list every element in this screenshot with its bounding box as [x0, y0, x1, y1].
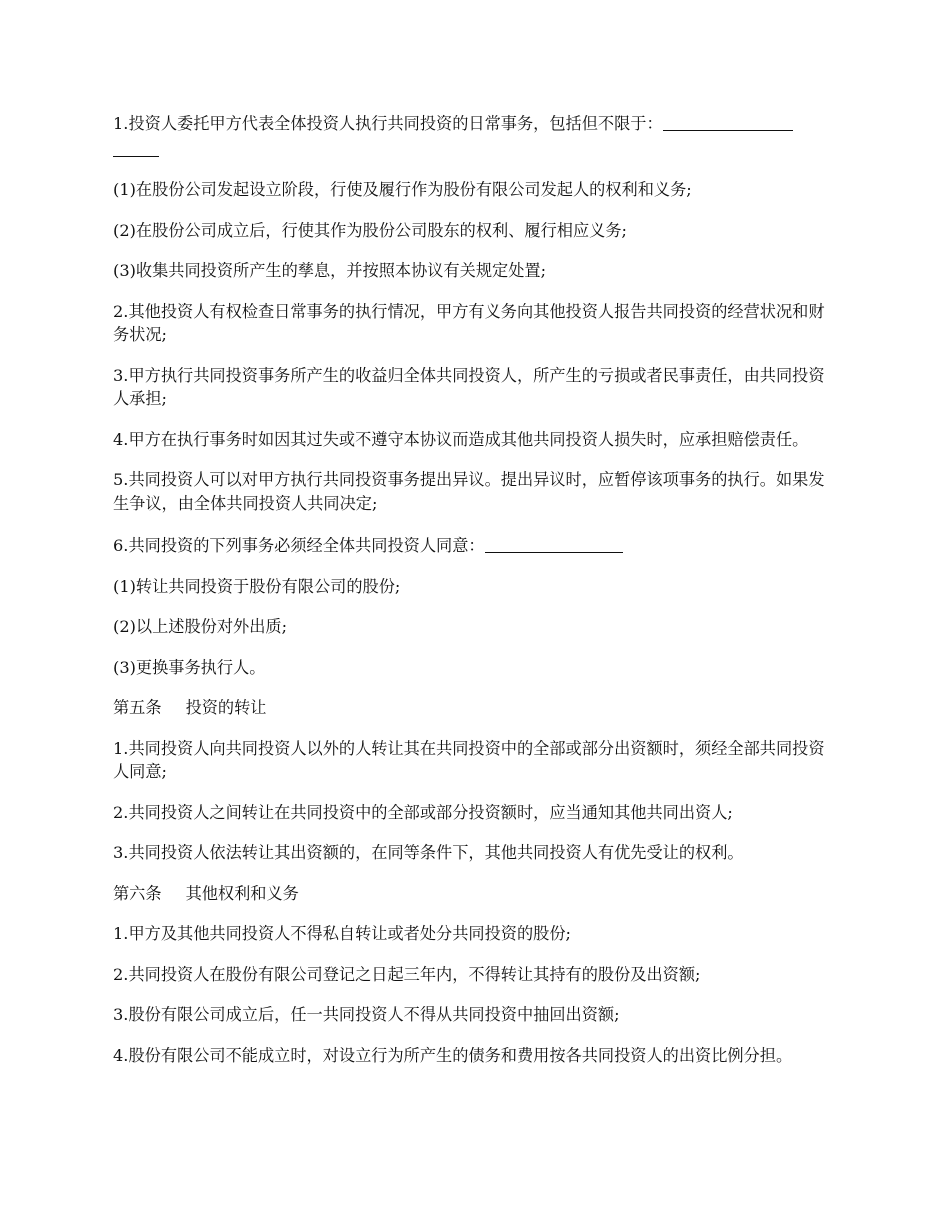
paragraph-7: 4.甲方在执行事务时如因其过失或不遵守本协议而造成其他共同投资人损失时，应承担赔偿责任。 [113, 429, 809, 449]
document-page [113, 110, 838, 1084]
paragraph-12: (3)更换事务执行人。 [113, 657, 266, 677]
section6-item-4: 4.股份有限公司不能成立时，对设立行为所产生的债务和费用按各共同投资人的出资比例分担。 [113, 1045, 793, 1065]
section5-item-1: 1.共同投资人向共同投资人以外的人转让其在共同投资中的全部或部分出资额时，须经全部共同投资人同意; [113, 738, 825, 781]
section-title: 其他权利和义务 [185, 883, 299, 903]
section-number: 第五条 [113, 698, 162, 717]
section-title: 投资的转让 [185, 698, 267, 717]
paragraph-4: (3)收集共同投资所产生的孳息，并按照本协议有关规定处置; [113, 261, 547, 280]
paragraph-3: (2)在股份公司成立后，行使其作为股份公司股东的权利、履行相应义务; [113, 220, 628, 240]
fill-in-blank [485, 534, 623, 553]
section-number: 第六条 [113, 883, 162, 903]
paragraph-1 [113, 110, 838, 161]
fill-in-blank [663, 112, 793, 131]
paragraph-6: 3.甲方执行共同投资事务所产生的收益归全体共同投资人，所产生的亏损或者民事责任，由共同投资人承担; [113, 365, 825, 408]
section6-item-3: 3.股份有限公司成立后，任一共同投资人不得从共同投资中抽回出资额; [113, 1005, 620, 1024]
paragraph-9 [113, 532, 838, 558]
paragraph-5: 2.其他投资人有权检查日常事务的执行情况，甲方有义务向其他投资人报告共同投资的经营状况和财务状况; [113, 301, 825, 344]
section6-item-2: 2.共同投资人在股份有限公司登记之日起三年内，不得转让其持有的股份及出资额; [113, 964, 701, 984]
paragraph-11: (2)以上述股份对外出质; [113, 617, 288, 636]
section-heading-6 [113, 882, 838, 906]
paragraph-text: 1.投资人委托甲方代表全体投资人执行共同投资的日常事务，包括但不限于： [113, 114, 663, 133]
section5-item-2: 2.共同投资人之间转让在共同投资中的全部或部分投资额时，应当通知其他共同出资人; [113, 802, 733, 822]
section6-item-1: 1.甲方及其他共同投资人不得私自转让或者处分共同投资的股份; [113, 924, 571, 943]
paragraph-2: (1)在股份公司发起设立阶段，行使及履行作为股份有限公司发起人的权利和义务; [113, 180, 692, 199]
paragraph-text: 6.共同投资的下列事务必须经全体共同投资人同意： [113, 536, 485, 555]
paragraph-8: 5.共同投资人可以对甲方执行共同投资事务提出异议。提出异议时，应暂停该项事务的执行。如果发生争议，由全体共同投资人共同决定; [113, 470, 825, 513]
section5-item-3: 3.共同投资人依法转让其出资额的，在同等条件下，其他共同投资人有优先受让的权利。 [113, 843, 744, 862]
section-heading-5 [113, 696, 838, 720]
fill-in-blank-continued [113, 138, 159, 157]
paragraph-10: (1)转让共同投资于股份有限公司的股份; [113, 576, 401, 596]
